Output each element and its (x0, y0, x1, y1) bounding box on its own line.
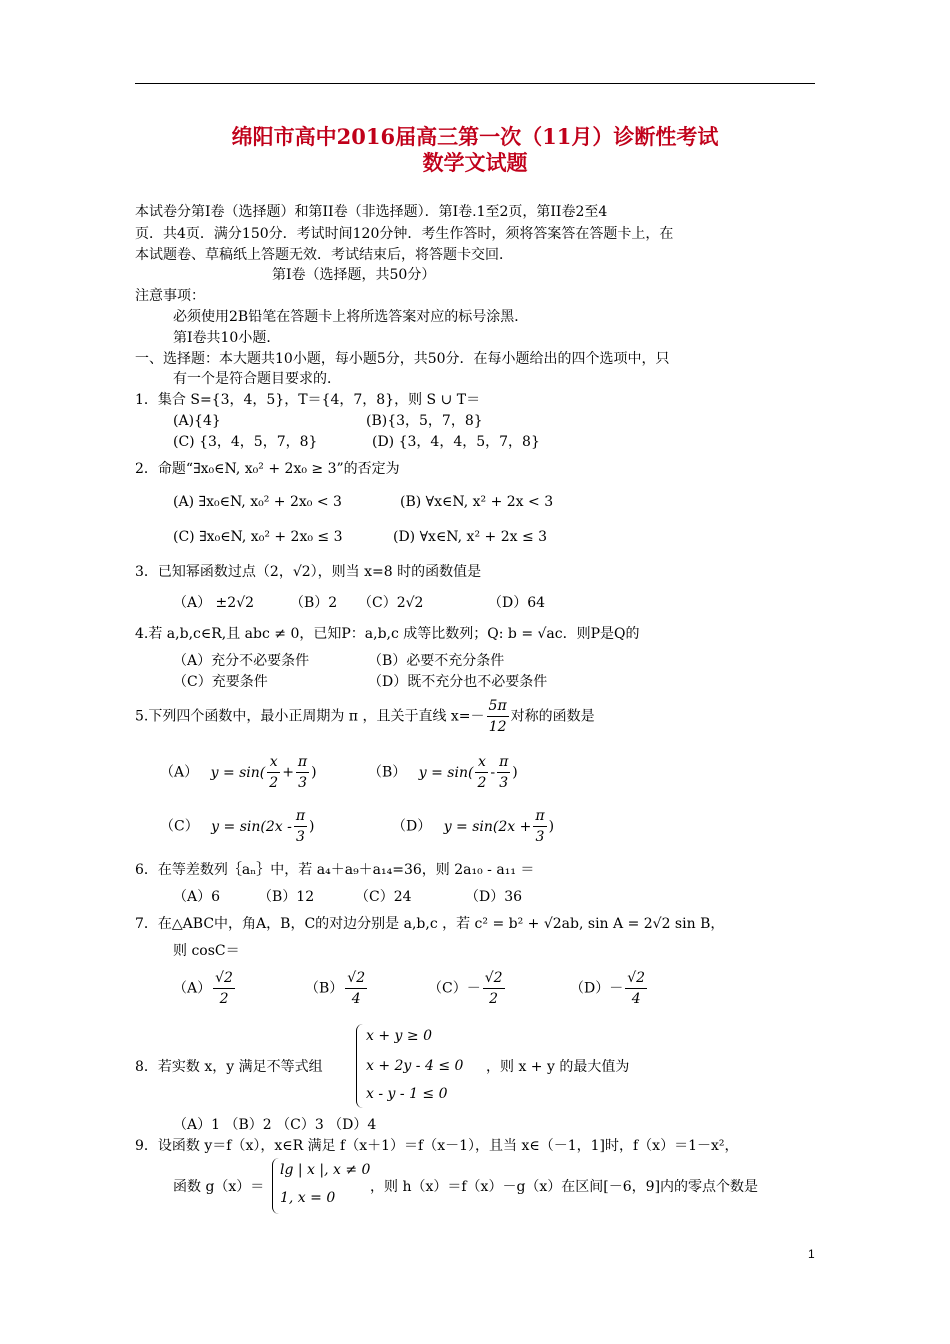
q8-ineq-2: x + 2y - 4 ≤ 0 (366, 1058, 464, 1074)
q5-d-fn-d: 3 (535, 829, 545, 845)
q6-option-d: （D）36 (465, 889, 523, 905)
q5-a-frac2 (296, 752, 309, 793)
q4-option-d: （D）既不充分也不必要条件 (368, 674, 548, 690)
q8-brace (356, 1024, 363, 1108)
q7-a-den: 2 (219, 991, 229, 1007)
q5-b-frac2 (497, 752, 510, 793)
exam-title: 绵阳市高中2016届高三第一次（11月）诊断性考试 (231, 124, 719, 149)
q6-option-a: （A）6 (173, 889, 221, 905)
q1-option-a: (A){4} (173, 413, 221, 429)
q5-stem-tail: 对称的函数是 (510, 708, 595, 725)
q5-c-fn: y = sin(2x - (211, 818, 292, 835)
q5-b-label: （B） (368, 764, 407, 781)
q7-b-frac (345, 968, 367, 1009)
q7-d-num: √2 (625, 968, 647, 989)
intro-line-1: 本试卷分第I卷（选择题）和第II卷（非选择题）．第I卷.1至2页，第II卷2至4 (135, 204, 608, 220)
q5-b-f1n: x (475, 752, 488, 773)
q5-b-f2d: 3 (499, 775, 509, 791)
q7-d-frac (625, 968, 647, 1009)
q5-stem-text: 5.下列四个函数中，最小正周期为 π ，且关于直线 x=－ (135, 708, 485, 725)
q7-option-d (570, 968, 649, 1009)
q7-d-den: 4 (631, 991, 641, 1007)
q7-b-label: （B） (305, 980, 344, 997)
notice-item-1: 必须使用2B铅笔在答题卡上将所选答案对应的标号涂黑． (173, 309, 529, 325)
q5-d-label: （D） (392, 818, 432, 835)
q7-c-num: √2 (483, 968, 505, 989)
q5-frac-den: 12 (488, 719, 507, 735)
exam-subtitle: 数学文试题 (422, 150, 528, 175)
q4-option-b: （B）必要不充分条件 (368, 653, 505, 669)
q5-d-frac (533, 806, 546, 847)
part-one-heading-cont: 有一个是符合题目要求的． (173, 371, 341, 387)
q9-brace (272, 1158, 279, 1214)
q9-case-2: 1, x = 0 (280, 1190, 336, 1206)
intro-line-2: 页．共4页．满分150分．考试时间120分钟．考生作答时，须将答案答在答题卡上，在 (135, 226, 674, 242)
q7-option-c (428, 968, 507, 1009)
q5-a-op: + (282, 764, 294, 781)
q7-option-a (173, 968, 237, 1009)
q5-b-fn: y = sin( (418, 764, 474, 781)
q8-stem-post: ，则 x + y 的最大值为 (486, 1059, 630, 1075)
q7-c-frac (483, 968, 505, 1009)
q7-d-label: （D）－ (570, 980, 624, 997)
page-number: 1 (808, 1247, 815, 1261)
q5-option-c (160, 806, 315, 847)
q7-c-den: 2 (489, 991, 499, 1007)
q1-option-d: (D) {3，4，4，5，7，8} (372, 434, 540, 450)
q6-stem: 6．在等差数列｛aₙ｝中，若 a₄＋a₉＋a₁₄=36，则 2a₁₀ - a₁₁ ＝ (135, 862, 535, 878)
q5-frac-num: 5π (487, 696, 509, 717)
q7-c-label: （C）－ (428, 980, 481, 997)
intro-line-3: 本试题卷、草稿纸上答题无效．考试结束后，将答题卡交回． (135, 247, 513, 263)
q5-a-f2n: π (296, 752, 309, 773)
q2-option-b: (B) ∀x∈N, x² + 2x < 3 (400, 494, 554, 510)
q8-ineq-1: x + y ≥ 0 (366, 1028, 432, 1044)
q5-b-f1d: 2 (477, 775, 487, 791)
q2-option-a: (A) ∃x₀∈N, x₀² + 2x₀ < 3 (173, 494, 342, 510)
q5-c-label: （C） (160, 818, 199, 835)
q9-g-post: ，则 h（x）＝f（x）－g（x）在区间[－6，9]内的零点个数是 (370, 1179, 759, 1195)
q3-option-d: （D）64 (488, 595, 546, 611)
q4-stem: 4.若 a,b,c∈R,且 abc ≠ 0，已知P：a,b,c 成等比数列；Q: b = √ac．则P是Q的 (135, 626, 640, 642)
q7-stem: 7．在△ABC中，角A，B，C的对边分别是 a,b,c ，若 c² = b² + √2ab, sin A = 2√2 sin B， (135, 916, 725, 932)
q5-b-close: ) (512, 764, 518, 781)
q5-c-fn-d: 3 (295, 829, 305, 845)
q5-d-fn-n: π (533, 806, 546, 827)
q8-stem-pre: 8．若实数 x，y 满足不等式组 (135, 1059, 323, 1075)
q6-option-c: （C）24 (355, 889, 412, 905)
q4-option-a: （A）充分不必要条件 (173, 653, 310, 669)
q5-c-frac (294, 806, 307, 847)
q1-stem: 1．集合 S={3，4，5}，T＝{4，7，8}，则 S ∪ T＝ (135, 392, 481, 408)
q5-c-close: ) (309, 818, 315, 835)
q3-option-b: （B）2 (290, 595, 338, 611)
section-heading: 第I卷（选择题，共50分） (272, 267, 436, 283)
q5-a-label: （A） (160, 764, 199, 781)
q1-option-b: (B){3，5，7，8} (366, 413, 483, 429)
header-rule (135, 83, 815, 84)
q7-a-num: √2 (213, 968, 235, 989)
q5-option-d (392, 806, 554, 847)
part-one-heading: 一、选择题：本大题共10小题，每小题5分，共50分．在每小题给出的四个选项中，只 (135, 351, 670, 367)
q5-a-fn: y = sin( (210, 764, 266, 781)
q7-b-den: 4 (351, 991, 361, 1007)
q9-stem: 9．设函数 y＝f（x），x∈R 满足 f（x＋1）＝f（x－1），且当 x∈（－1，1]时，f（x）＝1－x²， (135, 1138, 739, 1154)
q2-stem: 2．命题“∃x₀∈N, x₀² + 2x₀ ≥ 3”的否定为 (135, 461, 400, 477)
q5-a-f1n: x (267, 752, 280, 773)
q7-stem-cont: 则 cosC＝ (173, 943, 240, 959)
q9-case-1: lg | x |, x ≠ 0 (280, 1162, 371, 1178)
q8-ineq-3: x - y - 1 ≤ 0 (366, 1086, 448, 1102)
notice-item-2: 第I卷共10小题． (173, 330, 281, 346)
q7-b-num: √2 (345, 968, 367, 989)
q5-b-frac1 (475, 752, 488, 793)
q2-option-c: (C) ∃x₀∈N, x₀² + 2x₀ ≤ 3 (173, 529, 343, 545)
q1-option-c: (C) {3，4，5，7，8} (173, 434, 318, 450)
q5-a-f2d: 3 (298, 775, 307, 791)
q5-stem-fraction (487, 696, 509, 737)
q7-a-frac (213, 968, 235, 1009)
q5-d-close: ) (548, 818, 555, 835)
q8-options: （A）1 （B）2 （C）3 （D）4 (173, 1117, 377, 1133)
q2-option-d: (D) ∀x∈N, x² + 2x ≤ 3 (393, 529, 548, 545)
q5-option-b (368, 752, 518, 793)
q5-a-frac1 (267, 752, 280, 793)
q3-stem: 3．已知幂函数过点（2，√2），则当 x=8 时的函数值是 (135, 564, 482, 580)
notice-heading: 注意事项： (135, 288, 205, 304)
q3-option-a: （A） ±2√2 (173, 595, 255, 611)
q5-b-op: - (490, 764, 496, 781)
q5-c-fn-n: π (294, 806, 307, 827)
q5-a-close: ) (311, 764, 317, 781)
q9-g-pre: 函数 g（x）＝ (173, 1179, 265, 1195)
q5-stem (135, 696, 595, 737)
q7-a-label: （A） (173, 980, 212, 997)
q5-option-a (160, 752, 317, 793)
q5-b-f2n: π (497, 752, 510, 773)
q5-a-f1d: 2 (269, 775, 279, 791)
q7-option-b (305, 968, 369, 1009)
q3-option-c: （C）2√2 (358, 595, 424, 611)
q6-option-b: （B）12 (258, 889, 315, 905)
q4-option-c: （C）充要条件 (173, 674, 268, 690)
q5-d-fn: y = sin(2x + (443, 818, 532, 835)
